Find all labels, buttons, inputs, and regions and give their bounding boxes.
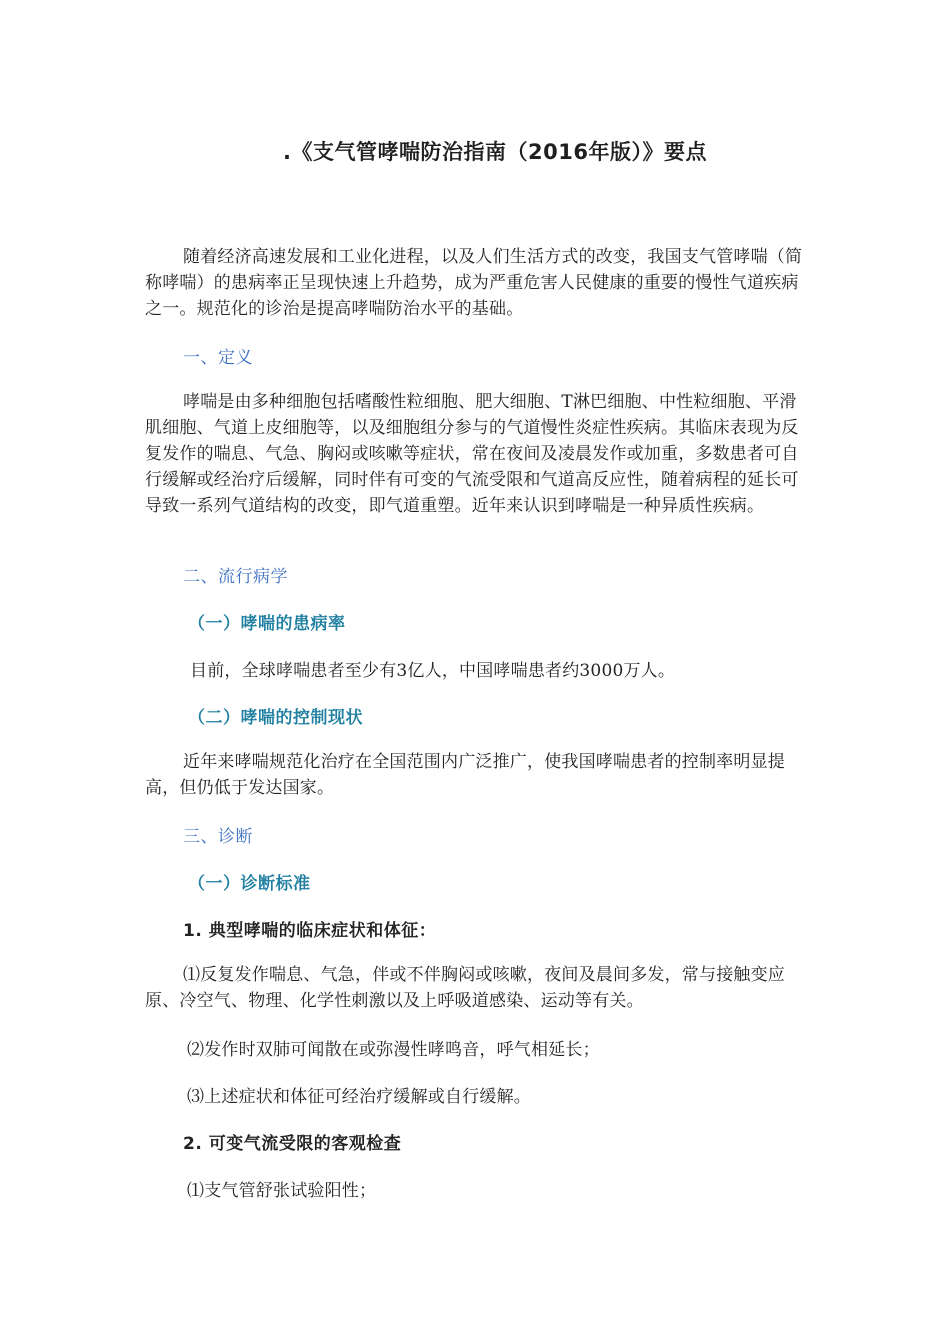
control-status-paragraph: 近年来哮喘规范化治疗在全国范围内广泛推广，使我国哮喘患者的控制率明显提高，但仍低于发达国家。 — [145, 752, 785, 798]
list-item: ⑴支气管舒张试验阳性； — [187, 1181, 377, 1201]
item-heading-typical-symptoms: 1. 典型哮喘的临床症状和体征： — [183, 921, 437, 941]
list-item: ⑶上述症状和体征可经治疗缓解或自行缓解。 — [187, 1087, 531, 1107]
subsection-heading-prevalence: （一）哮喘的患病率 — [188, 614, 346, 634]
list-item: ⑵发作时双肺可闻散在或弥漫性哮鸣音，呼气相延长； — [187, 1040, 600, 1060]
subsection-heading-diagnostic-criteria: （一）诊断标准 — [188, 874, 311, 894]
prevalence-paragraph: 目前，全球哮喘患者至少有3亿人，中国哮喘患者约3000万人。 — [190, 661, 676, 681]
section-heading-diagnosis: 三、诊断 — [183, 827, 253, 847]
item-heading-airflow-limitation: 2. 可变气流受限的客观检查 — [183, 1134, 402, 1154]
definition-paragraph: 哮喘是由多种细胞包括嗜酸性粒细胞、肥大细胞、T淋巴细胞、中性粒细胞、平滑肌细胞、气道上皮细胞等，以及细胞组分参与的气道慢性炎症性疾病。其临床表现为反复发作的喘息、气急、胸闷或咳嗽等症状，常在夜间及凌晨发作或加重，多数患者可自行缓解或经治疗后缓解，同时伴有可变的气流受限和气道高反应性，随着病程的延长可导致一系列气道结构的改变，即气道重塑。近年来认识到哮喘是一种异质性疾病。 — [145, 392, 799, 516]
section-heading-definition: 一、定义 — [183, 348, 253, 368]
list-item: ⑴反复发作喘息、气急，伴或不伴胸闷或咳嗽，夜间及晨间多发，常与接触变应原、冷空气、物理、化学性刺激以及上呼吸道感染、运动等有关。 — [145, 965, 785, 1011]
section-heading-epidemiology: 二、流行病学 — [183, 567, 288, 587]
intro-paragraph: 随着经济高速发展和工业化进程，以及人们生活方式的改变，我国支气管哮喘（简称哮喘）的患病率正呈现快速上升趋势，成为严重危害人民健康的重要的慢性气道疾病之一。规范化的诊治是提高哮喘防治水平的基础。 — [145, 247, 803, 319]
document-title: .《支气管哮喘防治指南（2016年版）》要点 — [283, 140, 707, 164]
subsection-heading-control-status: （二）哮喘的控制现状 — [188, 708, 363, 728]
